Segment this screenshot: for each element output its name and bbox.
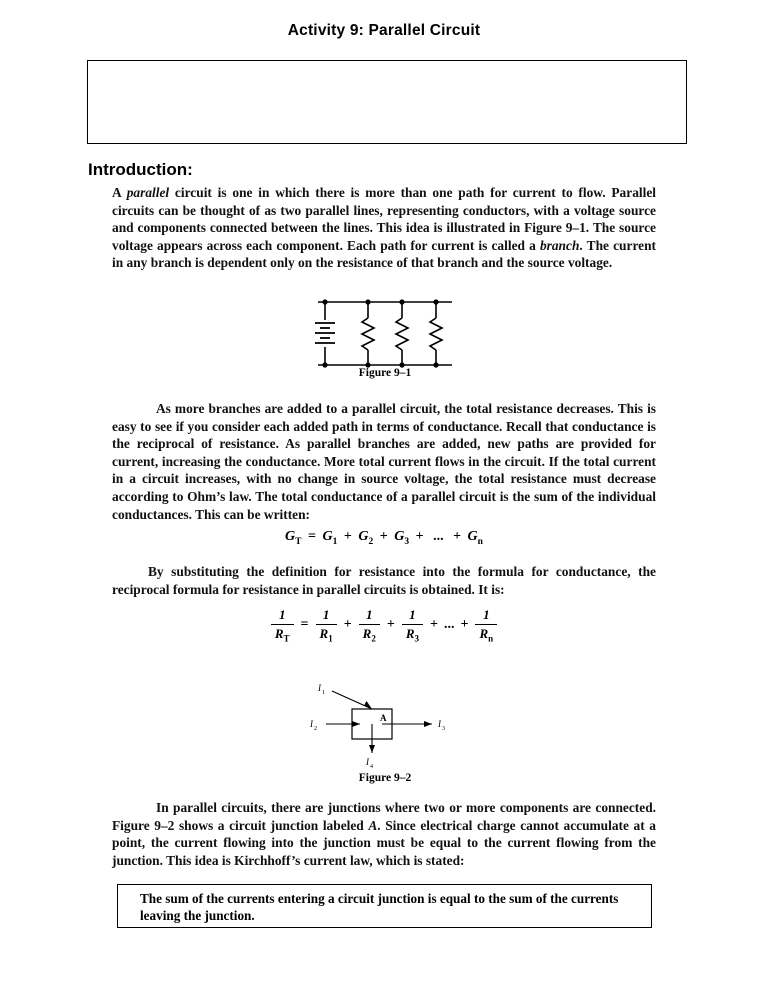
- fraction-numerator: 1: [366, 607, 373, 622]
- fraction-1-over-r2: [359, 607, 380, 644]
- title-box: [87, 60, 687, 144]
- formula-rt-equals: =: [300, 617, 309, 633]
- fraction-denominator: [271, 624, 294, 644]
- den-r-sub: 2: [371, 633, 376, 644]
- emphasis-junction-a: A: [368, 817, 378, 833]
- formula-gt-t1: G: [322, 529, 333, 544]
- paragraph-conductance: As more branches are added to a parallel circuit, the total resistance decreases. This is easy to see if you consider each added path in terms of conductance. Recall that conductance is the reciprocal of resistance. As parallel branches are added, new paths are provided for current, increasing the conductance. More total current flows in the circuit. If the total current in a circuit increases, with no change in source voltage, the total resistance must decrease according to Ohm’s law. The total conductance of a parallel circuit is the sum of the individual conductances. This can be written:: [112, 401, 656, 522]
- formula-gt-ellipsis: ...: [433, 529, 444, 544]
- fraction-denominator: [475, 624, 497, 644]
- svg-text:I: I: [318, 683, 321, 693]
- fraction-numerator: 1: [322, 607, 330, 622]
- section-heading-introduction: Introduction:: [88, 160, 193, 179]
- paragraph-intro: A parallel circuit is one in which there is more than one path for current to flow. Parallel circuits can be thought of as two parallel lines, representing conductors, with a voltage source and components connected between the lines. This idea is illustrated in Figure 9–1. The source voltage appears across each component. Each path for current is called a branch. The current in any branch is dependent only on the resistance of that branch and the source voltage.: [112, 185, 656, 271]
- svg-text:4: 4: [370, 764, 373, 768]
- formula-rt-plus-4: +: [460, 617, 469, 633]
- figure-2-junction-diagram: [300, 683, 470, 768]
- den-r-sub: T: [283, 633, 290, 644]
- formula-gt-t1-sub: 1: [332, 536, 338, 547]
- fraction-denominator: [402, 624, 423, 644]
- page-title: Activity 9: Parallel Circuit: [287, 22, 481, 39]
- svg-text:I: I: [438, 719, 441, 729]
- svg-text:I: I: [366, 757, 369, 767]
- formula-gt-t2-sub: 2: [368, 536, 374, 547]
- fraction-numerator: 1: [409, 607, 416, 622]
- formula-gt-plus-3: +: [415, 529, 424, 544]
- figure-2-caption: Figure 9–2: [358, 772, 412, 784]
- paragraph-reciprocal: By substituting the definition for resistance into the formula for conductance, the reciprocal formula for resistance in parallel circuits is obtained. It is:: [112, 564, 656, 597]
- fraction-numerator: 1: [483, 607, 490, 622]
- fraction-denominator: [316, 624, 337, 644]
- den-r-sub: 3: [414, 633, 419, 644]
- formula-gt-plus-2: +: [379, 529, 388, 544]
- den-r: R: [479, 626, 489, 641]
- formula-gt-equals: =: [308, 529, 316, 544]
- formula-rt-ellipsis: ...: [443, 617, 455, 633]
- formula-gt-lhs: G: [285, 529, 296, 544]
- den-r: R: [274, 626, 284, 641]
- emphasis-parallel: parallel: [126, 185, 170, 200]
- svg-text:3: 3: [442, 726, 445, 732]
- fraction-1-over-rt: [271, 607, 294, 644]
- formula-gt-lhs-sub: T: [295, 536, 302, 547]
- formula-rt-plus-1: +: [343, 617, 352, 633]
- fraction-1-over-r3: [402, 607, 423, 644]
- formula-reciprocal-resistance: [0, 607, 768, 644]
- formula-gt-t3-sub: 3: [404, 536, 410, 547]
- fraction-1-over-r1: [316, 607, 337, 644]
- figure-1-caption: Figure 9–1: [358, 367, 412, 379]
- emphasis-branch: branch: [539, 237, 580, 253]
- formula-gt-plus-1: +: [343, 529, 352, 544]
- svg-text:I: I: [310, 719, 313, 729]
- paragraph-junctions: In parallel circuits, there are junctions where two or more components are connected. Figure 9–2 shows a circuit junction labeled A. Since electrical charge cannot accumulate at a point, the current flowing into the junction must be equal to the current flowing from the junction. This idea is Kirchhoff’s current law, which is stated:: [112, 800, 656, 868]
- svg-text:1: 1: [322, 690, 325, 696]
- formula-total-conductance: [0, 529, 768, 547]
- formula-gt-t2: G: [358, 529, 369, 544]
- kirchhoff-law-statement: The sum of the currents entering a circuit junction is equal to the sum of the currents leaving the junction.: [140, 891, 619, 923]
- formula-gt-t3: G: [394, 529, 405, 544]
- fraction-numerator: 1: [278, 607, 286, 622]
- den-r-sub: 1: [328, 633, 333, 644]
- formula-gt-tn: G: [467, 529, 478, 544]
- formula-gt-plus-4: +: [453, 529, 462, 544]
- formula-rt-plus-3: +: [430, 617, 438, 633]
- den-r: R: [319, 626, 329, 641]
- den-r-sub: n: [488, 633, 494, 644]
- den-r: R: [405, 626, 415, 641]
- den-r: R: [362, 626, 372, 641]
- formula-gt-tn-sub: n: [477, 536, 483, 547]
- formula-rt-plus-2: +: [386, 617, 395, 633]
- fraction-denominator: [359, 624, 380, 644]
- fraction-1-over-rn: [475, 607, 497, 644]
- svg-text:A: A: [380, 713, 387, 723]
- svg-text:2: 2: [314, 726, 317, 732]
